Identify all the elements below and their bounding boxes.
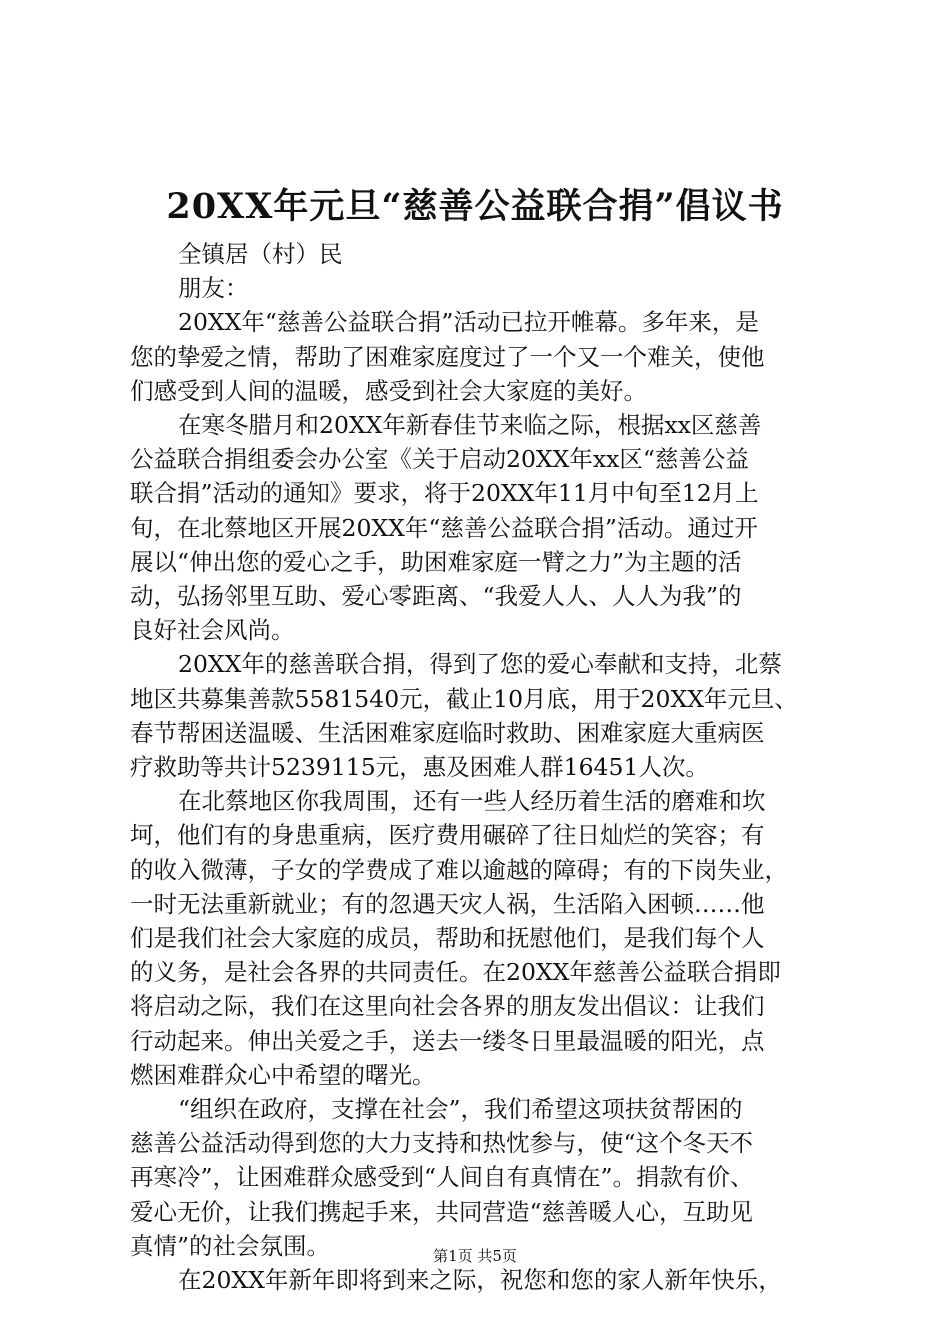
document-title: 20XX年元旦“慈善公益联合捐”倡议书 bbox=[166, 186, 784, 227]
paragraph-5: “组织在政府，支撑在社会”，我们希望这项扶贫帮困的 慈善公益活动得到您的大力支持和热忱参与，使“这个冬天不 再寒冷”，让困难群众感受到“人间自有真情在”。捐款有价、 爱心无价，让我们携起手来，共同营造“慈善暖人心，互助见 真情”的社会氛围。 bbox=[130, 1095, 754, 1260]
paragraph-1: 20XX年“慈善公益联合捐”活动已拉开帷幕。多年来，是 您的挚爱之情，帮助了困难家庭度过了一个又一个难关，使他 们感受到人间的温暖，感受到社会大家庭的美好。 bbox=[130, 308, 765, 405]
paragraph-2: 在寒冬腊月和20XX年新春佳节来临之际，根据xx区慈善 公益联合捐组委会办公室《关于启动20XX年xx区“慈善公益 联合捐”活动的通知》要求，将于20XX年11月中旬至12月上 旬，在北蔡地区开展20XX年“慈善公益联合捐”活动。通过开 展以“伸出您的爱心之手，助困难家庭一臂之力”为主题的活 动，弘扬邻里互助、爱心零距离、“我爱人人、人人为我”的 良好社会风尚。 bbox=[130, 411, 762, 645]
paragraph-3: 20XX年的慈善联合捐，得到了您的爱心奉献和支持，北蔡 地区共募集善款5581540元，截止10月底，用于20XX年元旦、 春节帮困送温暖、生活困难家庭临时救助、困难家庭大重病医 疗救助等共计5239115元，惠及困难人群16451人次。 bbox=[130, 650, 798, 782]
salutation-line-1: 全镇居（村）民 bbox=[178, 240, 343, 268]
paragraph-6: 在20XX年新年即将到来之际，祝您和您的家人新年快乐， bbox=[178, 1266, 782, 1295]
salutation-line-2: 朋友： bbox=[178, 274, 249, 303]
document-body bbox=[130, 237, 830, 1297]
paragraph-4: 在北蔡地区你我周围，还有一些人经历着生活的磨难和坎 坷，他们有的身患重病，医疗费用碾碎了往日灿烂的笑容；有 的收入微薄，子女的学费成了难以逾越的障碍；有的下岗失业， 一时无法重新就业；有的忽遇天灾人祸，生活陷入困顿……他 们是我们社会大家庭的成员，帮助和抚慰他们，是我们每个人 的义务，是社会各界的共同责任。在20XX年慈善公益联合捐即 将启动之际，我们在这里向社会各界的朋友发出倡议：让我们 行动起来。伸出关爱之手，送去一缕冬日里最温暖的阳光，点 燃困难群众心中希望的曙光。 bbox=[130, 787, 788, 1089]
page-indicator: 第1页 共5页 bbox=[433, 1247, 517, 1265]
